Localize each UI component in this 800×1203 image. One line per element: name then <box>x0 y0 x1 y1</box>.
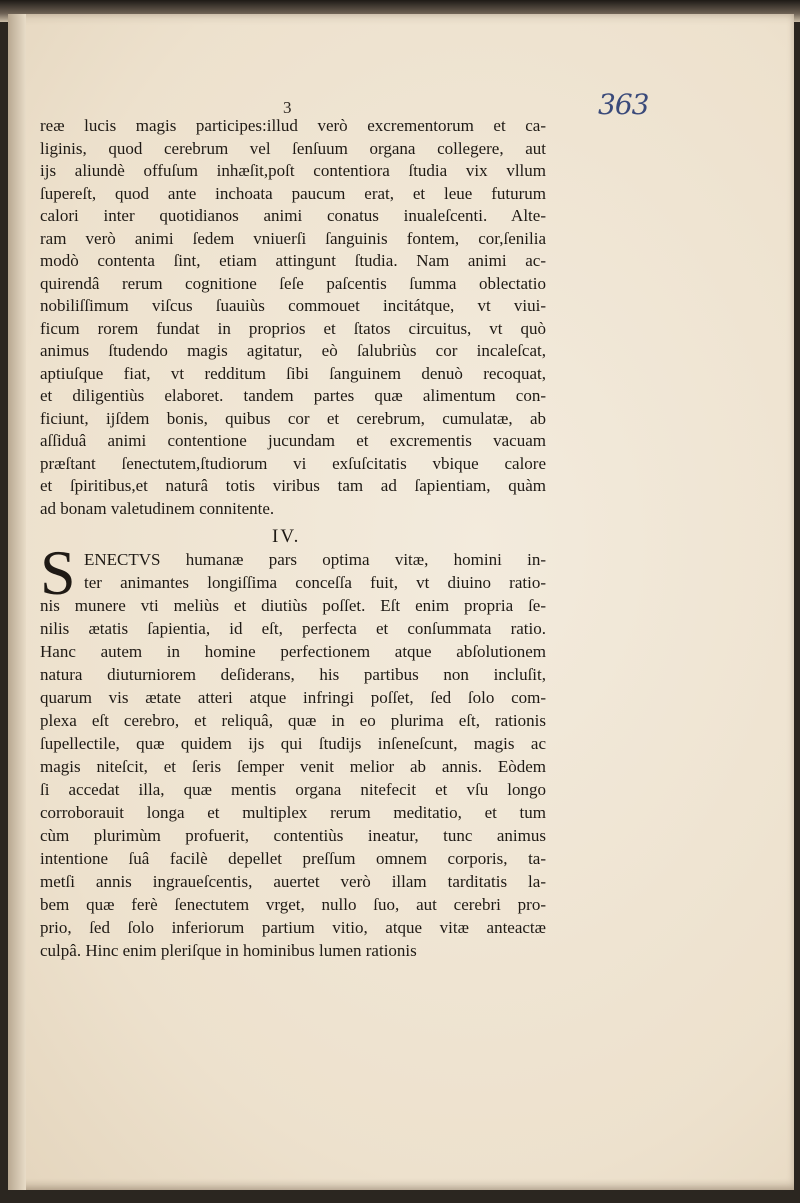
text-line: reæ lucis magis participes:illud verò excrementorum et ca- <box>40 116 546 135</box>
text-line: quirendâ rerum cognitione ſeſe paſcentis ſumma oblectatio <box>40 273 546 293</box>
text-line: ram verò animi ſedem vniuerſi ſanguinis fontem, cor,ſenilia <box>40 228 546 248</box>
text-line: quarum vis ætate atteri atque infringi poſſet, ſed ſolo com- <box>40 688 546 707</box>
text-line: natura diuturniorem deſiderans, his partibus non incluſit, <box>40 665 546 684</box>
text-line: culpâ. Hinc enim pleriſque in hominibus lumen rationis <box>40 941 417 960</box>
text-line: animus ſtudendo magis agitatur, eò ſalubriùs cor incaleſcat, <box>40 341 546 360</box>
text-line: bem quæ ferè ſenectutem vrget, nullo ſuo, aut cerebri pro- <box>40 895 546 914</box>
text-line: liginis, quod cerebrum vel ſenſuum organa collegere, aut <box>40 138 546 158</box>
text-line: ficiunt, ijſdem bonis, quibus cor et cerebrum, cumulatæ, ab <box>40 408 546 428</box>
text-line: aptiuſque fiat, vt redditum ſibi ſanguinem denuò recoquat, <box>40 363 546 383</box>
text-line: ficum rorem fundat in proprios et ſtatos circuitus, vt quò <box>40 318 546 338</box>
folio-number: 363 <box>598 88 649 121</box>
text-line: metſi annis ingraueſcentis, auertet verò illam tarditatis la- <box>40 872 546 891</box>
text-line: et diligentiùs elaboret. tandem partes quæ alimentum con- <box>40 386 546 405</box>
text-line: ijs aliundè offuſum inhæſit,poſt contentiora ſtudia vix vllum <box>40 161 546 180</box>
text-line: corroborauit longa et multiplex rerum meditatio, et tum <box>40 803 546 822</box>
text-line: nobiliſſimum viſcus ſuauiùs commouet incitátque, vt viui- <box>40 296 546 315</box>
text-line: aſſiduâ animi contentione jucundam et excrementis vacuam <box>40 431 546 450</box>
text-line: plexa eſt cerebro, et reliquâ, quæ in eo plurima eſt, rationis <box>40 711 546 730</box>
text-line: ad bonam valetudinem connitente. <box>40 498 275 518</box>
text-line: cùm plurimùm profuerit, contentiùs ineatur, tunc animus <box>40 826 546 845</box>
text-line: magis niteſcit, et ſeris ſemper venit melior ab annis. Eòdem <box>40 757 546 776</box>
page-gutter <box>8 14 26 1190</box>
text-line: prio, ſed ſolo inferiorum partium vitio, atque vitæ anteactæ <box>40 918 546 937</box>
text-line: ter animantes longiſſima conceſſa fuit, vt diuino ratio- <box>84 573 546 592</box>
text-line: præſtant ſenectutem,ſtudiorum vi exſuſcitatis vbique calore <box>40 453 546 473</box>
text-line: intentione ſuâ facilè depellet preſſum omnem corporis, ta- <box>40 849 546 868</box>
paragraph-2 <box>40 548 546 962</box>
text-line: ENECTVS humanæ pars optima vitæ, homini in- <box>84 550 546 569</box>
text-line: ſi accedat illa, quæ mentis organa nitefecit et vſu longo <box>40 780 546 799</box>
text-line: et ſpiritibus,et naturâ totis viribus tam ad ſapientiam, quàm <box>40 476 546 495</box>
text-line: modò contenta ſint, etiam attingunt ſtudia. Nam animi ac- <box>40 251 546 270</box>
text-line: nilis ætatis ſapientia, id eſt, perfecta et conſummata ratio. <box>40 619 546 638</box>
text-line: calori inter quotidianos animi conatus inualeſcenti. Alte- <box>40 206 546 225</box>
signature-mark: 3 <box>283 98 292 117</box>
drop-cap: S <box>40 537 76 608</box>
paragraph-1 <box>40 115 546 520</box>
text-line: ſupellectile, quæ quidem ijs qui ſtudijs inſeneſcunt, magis ac <box>40 734 546 753</box>
text-line: Hanc autem in homine perfectionem atque abſolutionem <box>40 642 546 661</box>
text-line: nis munere vti meliùs et diutiùs poſſet. Eſt enim propria ſe- <box>40 596 546 615</box>
text-line: ſupereſt, quod ante inchoata paucum erat, et leue futurum <box>40 183 546 203</box>
section-heading: IV. <box>272 526 301 547</box>
